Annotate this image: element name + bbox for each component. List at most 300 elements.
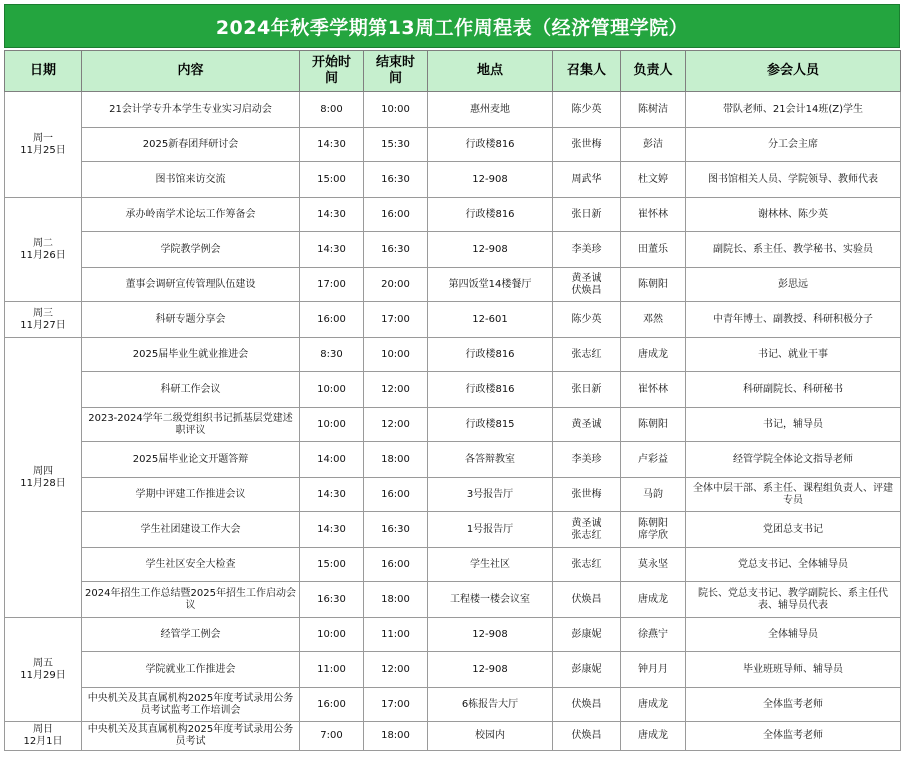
cell-owner[interactable]	[621, 478, 686, 512]
weekday-label: 周日	[33, 724, 53, 735]
cell-attendees[interactable]	[686, 618, 901, 652]
cell-content[interactable]	[82, 688, 300, 722]
cell-text: 15:00	[317, 173, 346, 185]
cell-text: 12-908	[472, 628, 508, 640]
cell-place[interactable]	[428, 198, 553, 232]
col-header-end-line2: 间	[388, 71, 402, 86]
cell-place[interactable]	[428, 232, 553, 268]
cell-owner[interactable]	[621, 92, 686, 128]
cell-end[interactable]	[364, 548, 428, 582]
cell-text: 8:00	[320, 103, 343, 115]
cell-attendees[interactable]	[686, 582, 901, 618]
cell-content[interactable]	[82, 92, 300, 128]
cell-place[interactable]	[428, 92, 553, 128]
cell-convener[interactable]	[553, 652, 621, 688]
cell-text: 伏焕昌	[571, 730, 602, 741]
cell-owner[interactable]	[621, 162, 686, 198]
cell-end[interactable]	[364, 162, 428, 198]
date-cell[interactable]	[5, 92, 82, 198]
cell-owner[interactable]	[621, 688, 686, 722]
cell-attendees[interactable]	[686, 372, 901, 408]
cell-end[interactable]	[364, 618, 428, 652]
cell-place[interactable]	[428, 582, 553, 618]
cell-end[interactable]	[364, 442, 428, 478]
cell-place[interactable]	[428, 688, 553, 722]
cell-text: 经管学院全体论文指导老师	[733, 453, 853, 465]
table-row	[5, 338, 901, 372]
cell-convener[interactable]	[553, 478, 621, 512]
cell-text: 陈树洁	[638, 103, 668, 115]
cell-start[interactable]	[300, 478, 364, 512]
cell-text: 全体辅导员	[768, 628, 818, 640]
cell-text: 伏焕昌	[571, 284, 602, 296]
cell-attendees[interactable]	[686, 128, 901, 162]
cell-text: 17:00	[381, 313, 410, 325]
cell-start[interactable]	[300, 232, 364, 268]
cell-text: 15:00	[317, 558, 346, 570]
cell-attendees[interactable]	[686, 338, 901, 372]
table-row	[5, 198, 901, 232]
cell-end[interactable]	[364, 372, 428, 408]
cell-attendees[interactable]	[686, 92, 901, 128]
cell-text: 张志红	[571, 529, 602, 541]
table-row	[5, 618, 901, 652]
cell-start[interactable]	[300, 408, 364, 442]
date-label: 11月25日	[20, 144, 66, 156]
cell-convener[interactable]	[553, 582, 621, 618]
cell-start[interactable]	[300, 512, 364, 548]
cell-content[interactable]	[82, 268, 300, 302]
cell-text: 陈少英	[571, 103, 602, 115]
cell-end[interactable]	[364, 338, 428, 372]
cell-content[interactable]	[82, 372, 300, 408]
cell-start[interactable]	[300, 302, 364, 338]
cell-text: 行政楼815	[465, 418, 515, 430]
cell-text: 唐成龙	[638, 730, 668, 741]
cell-text: 莫永坚	[638, 558, 668, 570]
cell-attendees[interactable]	[686, 408, 901, 442]
cell-convener[interactable]	[553, 512, 621, 548]
cell-place[interactable]	[428, 372, 553, 408]
cell-text: 12-908	[472, 663, 508, 675]
col-header-owner[interactable]: 负责人	[621, 51, 686, 92]
cell-content[interactable]	[82, 548, 300, 582]
cell-text: 张志红	[571, 348, 602, 360]
cell-content[interactable]	[82, 198, 300, 232]
cell-end[interactable]	[364, 652, 428, 688]
cell-text: 学期中评建工作推进会议	[135, 488, 246, 500]
col-header-convener[interactable]: 召集人	[553, 51, 621, 92]
cell-text: 14:30	[317, 138, 346, 150]
cell-text: 16:00	[317, 698, 346, 710]
cell-text: 张日新	[571, 208, 602, 220]
cell-convener[interactable]	[553, 338, 621, 372]
cell-text: 行政楼816	[465, 138, 515, 150]
table-row	[5, 548, 901, 582]
cell-text: 14:30	[317, 523, 346, 535]
date-cell[interactable]	[5, 198, 82, 302]
cell-text: 李美珍	[571, 453, 602, 465]
cell-text: 图书馆相关人员、学院领导、教师代表	[708, 173, 878, 185]
cell-text: 院长、党总支书记、教学副院长、系主任代表、辅导员代表	[698, 587, 888, 611]
date-cell[interactable]	[5, 722, 82, 751]
cell-attendees[interactable]	[686, 162, 901, 198]
cell-content[interactable]	[82, 652, 300, 688]
cell-content[interactable]	[82, 302, 300, 338]
cell-content[interactable]	[82, 442, 300, 478]
cell-end[interactable]	[364, 722, 428, 751]
cell-text: 黄圣诚	[571, 272, 602, 284]
cell-text: 2024年招生工作总结暨2025年招生工作启动会议	[85, 587, 296, 611]
cell-owner[interactable]	[621, 232, 686, 268]
cell-end[interactable]	[364, 232, 428, 268]
cell-text: 带队老师、21会计14班(Z)学生	[722, 103, 864, 115]
cell-text: 21会计学专升本学生专业实习启动会	[109, 103, 272, 115]
table-row	[5, 478, 901, 512]
cell-start[interactable]	[300, 652, 364, 688]
cell-text: 12-908	[472, 243, 508, 255]
cell-owner[interactable]	[621, 582, 686, 618]
cell-end[interactable]	[364, 92, 428, 128]
cell-text: 分工会主席	[768, 138, 818, 150]
cell-attendees[interactable]	[686, 688, 901, 722]
cell-text: 20:00	[381, 278, 410, 290]
date-label: 11月26日	[20, 249, 66, 261]
weekday-label: 周三	[33, 307, 53, 319]
cell-text: 张日新	[571, 383, 602, 395]
cell-text: 工程楼一楼会议室	[450, 593, 530, 605]
table-row	[5, 92, 901, 128]
cell-convener[interactable]	[553, 688, 621, 722]
cell-text: 副院长、系主任、教学秘书、实验员	[713, 243, 873, 255]
table-row	[5, 722, 901, 751]
cell-text: 16:30	[317, 593, 346, 605]
cell-text: 学生社团建设工作大会	[140, 523, 241, 535]
page-title	[4, 4, 900, 48]
table-row	[5, 128, 901, 162]
cell-text: 席学欣	[638, 529, 668, 541]
cell-text: 书记，辅导员	[763, 418, 823, 430]
cell-end[interactable]	[364, 478, 428, 512]
cell-text: 10:00	[381, 348, 410, 360]
cell-text: 2025届毕业论文开题答辩	[132, 453, 249, 465]
cell-text: 18:00	[381, 453, 410, 465]
cell-text: 中央机关及其直属机构2025年度考试录用公务员考试监考工作培训会	[87, 692, 294, 716]
table-row	[5, 302, 901, 338]
cell-owner[interactable]	[621, 722, 686, 751]
cell-end[interactable]	[364, 408, 428, 442]
date-cell[interactable]	[5, 338, 82, 618]
cell-end[interactable]	[364, 512, 428, 548]
cell-text: 张世梅	[571, 138, 602, 150]
cell-owner[interactable]	[621, 652, 686, 688]
cell-place[interactable]	[428, 442, 553, 478]
cell-start[interactable]	[300, 722, 364, 751]
cell-text: 彭思远	[778, 278, 808, 290]
cell-text: 马韵	[643, 488, 663, 500]
cell-text: 毕业班班导师、辅导员	[743, 663, 843, 675]
cell-convener[interactable]	[553, 232, 621, 268]
cell-start[interactable]	[300, 548, 364, 582]
cell-text: 学生社区安全大检查	[145, 558, 236, 570]
weekday-label: 周四	[33, 465, 53, 477]
cell-place[interactable]	[428, 162, 553, 198]
cell-attendees[interactable]	[686, 198, 901, 232]
cell-text: 16:30	[381, 173, 410, 185]
cell-place[interactable]	[428, 408, 553, 442]
date-label: 11月27日	[20, 319, 66, 331]
cell-text: 14:00	[317, 453, 346, 465]
cell-content[interactable]	[82, 408, 300, 442]
cell-attendees[interactable]	[686, 512, 901, 548]
cell-text: 行政楼816	[465, 208, 515, 220]
cell-text: 彭洁	[643, 138, 663, 150]
cell-text: 11:00	[381, 628, 410, 640]
cell-text: 张志红	[571, 558, 602, 570]
cell-place[interactable]	[428, 338, 553, 372]
cell-owner[interactable]	[621, 548, 686, 582]
col-header-end[interactable]	[364, 51, 428, 92]
cell-place[interactable]	[428, 478, 553, 512]
cell-text: 14:30	[317, 243, 346, 255]
cell-text: 17:00	[381, 698, 410, 710]
cell-text: 16:00	[381, 488, 410, 500]
cell-attendees[interactable]	[686, 442, 901, 478]
cell-end[interactable]	[364, 268, 428, 302]
cell-content[interactable]	[82, 128, 300, 162]
col-header-start-line1: 开始时	[311, 55, 351, 70]
cell-content[interactable]	[82, 478, 300, 512]
cell-text: 14:30	[317, 488, 346, 500]
cell-owner[interactable]	[621, 128, 686, 162]
cell-owner[interactable]	[621, 512, 686, 548]
cell-place[interactable]	[428, 548, 553, 582]
table-row	[5, 442, 901, 478]
cell-text: 10:00	[317, 628, 346, 640]
cell-start[interactable]	[300, 688, 364, 722]
cell-text: 15:30	[381, 138, 410, 150]
cell-text: 伏焕昌	[571, 593, 602, 605]
cell-convener[interactable]	[553, 162, 621, 198]
cell-content[interactable]	[82, 582, 300, 618]
cell-owner[interactable]	[621, 618, 686, 652]
cell-place[interactable]	[428, 128, 553, 162]
cell-text: 第四饭堂14楼餐厅	[448, 278, 532, 290]
cell-place[interactable]	[428, 512, 553, 548]
cell-text: 11:00	[317, 663, 346, 675]
cell-start[interactable]	[300, 582, 364, 618]
col-header-date[interactable]: 日期	[5, 51, 82, 92]
cell-text: 中青年博士、副教授、科研积极分子	[713, 313, 873, 325]
cell-text: 唐成龙	[638, 348, 668, 360]
cell-text: 钟月月	[638, 663, 668, 675]
cell-text: 卢彩益	[638, 453, 668, 465]
cell-text: 7:00	[320, 730, 343, 741]
date-label: 11月28日	[20, 477, 66, 489]
header-row	[5, 51, 901, 92]
cell-attendees[interactable]	[686, 548, 901, 582]
cell-text: 黄圣诚	[571, 418, 602, 430]
cell-content[interactable]	[82, 618, 300, 652]
cell-place[interactable]	[428, 268, 553, 302]
cell-text: 10:00	[317, 383, 346, 395]
cell-text: 彭康妮	[571, 663, 602, 675]
table-row	[5, 162, 901, 198]
cell-text: 陈朝阳	[638, 418, 668, 430]
cell-text: 2025新春团拜研讨会	[142, 138, 239, 150]
cell-convener[interactable]	[553, 198, 621, 232]
cell-end[interactable]	[364, 302, 428, 338]
weekday-label: 周二	[33, 237, 53, 249]
cell-text: 张世梅	[571, 488, 602, 500]
cell-convener[interactable]	[553, 548, 621, 582]
cell-text: 16:00	[317, 313, 346, 325]
col-header-end-line1: 结束时	[375, 55, 415, 70]
cell-text: 12-908	[472, 173, 508, 185]
cell-place[interactable]	[428, 302, 553, 338]
cell-owner[interactable]	[621, 372, 686, 408]
col-header-content[interactable]: 内容	[82, 51, 300, 92]
cell-text: 校园内	[475, 730, 505, 741]
cell-text: 唐成龙	[638, 698, 668, 710]
cell-text: 8:30	[320, 348, 343, 360]
cell-text: 科研副院长、科研秘书	[743, 383, 843, 395]
cell-text: 行政楼816	[465, 383, 515, 395]
cell-attendees[interactable]	[686, 268, 901, 302]
cell-text: 3号报告厅	[466, 488, 514, 500]
cell-text: 12:00	[381, 418, 410, 430]
cell-start[interactable]	[300, 128, 364, 162]
cell-convener[interactable]	[553, 372, 621, 408]
cell-place[interactable]	[428, 722, 553, 751]
col-header-place[interactable]: 地点	[428, 51, 553, 92]
cell-text: 各答辩教室	[465, 453, 515, 465]
cell-text: 学院教学例会	[160, 243, 221, 255]
cell-convener[interactable]	[553, 128, 621, 162]
cell-start[interactable]	[300, 338, 364, 372]
cell-owner[interactable]	[621, 338, 686, 372]
cell-text: 彭康妮	[571, 628, 602, 640]
cell-start[interactable]	[300, 372, 364, 408]
cell-text: 周武华	[571, 173, 602, 185]
date-cell[interactable]	[5, 618, 82, 722]
cell-attendees[interactable]	[686, 722, 901, 751]
cell-text: 惠州麦地	[470, 103, 510, 115]
cell-text: 14:30	[317, 208, 346, 220]
cell-convener[interactable]	[553, 408, 621, 442]
cell-text: 17:00	[317, 278, 346, 290]
cell-place[interactable]	[428, 652, 553, 688]
cell-text: 16:30	[381, 523, 410, 535]
cell-convener[interactable]	[553, 722, 621, 751]
schedule-table	[4, 50, 901, 751]
cell-text: 李美珍	[571, 243, 602, 255]
cell-text: 16:00	[381, 208, 410, 220]
cell-content[interactable]	[82, 232, 300, 268]
cell-start[interactable]	[300, 198, 364, 232]
cell-end[interactable]	[364, 688, 428, 722]
cell-end[interactable]	[364, 128, 428, 162]
cell-owner[interactable]	[621, 408, 686, 442]
cell-owner[interactable]	[621, 302, 686, 338]
cell-convener[interactable]	[553, 92, 621, 128]
cell-text: 田董乐	[638, 243, 668, 255]
cell-owner[interactable]	[621, 268, 686, 302]
cell-text: 18:00	[381, 730, 410, 741]
cell-content[interactable]	[82, 162, 300, 198]
cell-attendees[interactable]	[686, 478, 901, 512]
cell-owner[interactable]	[621, 442, 686, 478]
cell-text: 6栋报告大厅	[461, 698, 519, 710]
cell-text: 崔怀林	[638, 208, 668, 220]
cell-convener[interactable]	[553, 302, 621, 338]
cell-text: 全体监考老师	[763, 698, 823, 710]
table-row	[5, 372, 901, 408]
weekday-label: 周五	[33, 657, 53, 669]
cell-start[interactable]	[300, 162, 364, 198]
cell-content[interactable]	[82, 338, 300, 372]
cell-text: 邓然	[643, 313, 663, 325]
cell-text: 全体监考老师	[763, 730, 823, 741]
cell-text: 学生社区	[470, 558, 510, 570]
date-label: 11月29日	[20, 669, 66, 681]
cell-convener[interactable]	[553, 442, 621, 478]
cell-text: 中央机关及其直属机构2025年度考试录用公务员考试	[87, 724, 294, 747]
table-row	[5, 408, 901, 442]
cell-content[interactable]	[82, 722, 300, 751]
cell-owner[interactable]	[621, 198, 686, 232]
table-row	[5, 232, 901, 268]
cell-text: 12:00	[381, 383, 410, 395]
cell-start[interactable]	[300, 92, 364, 128]
page-title-text: 2024年秋季学期第13周工作周程表（经济管理学院）	[215, 16, 689, 39]
cell-text: 1号报告厅	[466, 523, 514, 535]
cell-text: 16:00	[381, 558, 410, 570]
cell-text: 2023-2024学年二级党组织书记抓基层党建述职评议	[88, 412, 293, 436]
cell-text: 陈朝阳	[638, 278, 668, 290]
cell-text: 谢林林、陈少英	[758, 208, 828, 220]
cell-start[interactable]	[300, 618, 364, 652]
cell-text: 图书馆来访交流	[155, 173, 226, 185]
table-row	[5, 582, 901, 618]
table-row	[5, 688, 901, 722]
cell-text: 科研工作会议	[160, 383, 221, 395]
cell-place[interactable]	[428, 618, 553, 652]
col-header-attendees[interactable]: 参会人员	[686, 51, 901, 92]
cell-text: 崔怀林	[638, 383, 668, 395]
cell-text: 党总支书记、全体辅导员	[738, 558, 848, 570]
cell-start[interactable]	[300, 442, 364, 478]
cell-text: 黄圣诚	[571, 517, 602, 529]
cell-convener[interactable]	[553, 268, 621, 302]
cell-content[interactable]	[82, 512, 300, 548]
cell-attendees[interactable]	[686, 302, 901, 338]
col-header-start[interactable]	[300, 51, 364, 92]
schedule-body	[5, 92, 901, 751]
cell-text: 徐燕宁	[638, 628, 668, 640]
cell-attendees[interactable]	[686, 232, 901, 268]
cell-end[interactable]	[364, 582, 428, 618]
date-label: 12月1日	[23, 736, 63, 747]
weekday-label: 周一	[33, 132, 53, 144]
cell-convener[interactable]	[553, 618, 621, 652]
cell-attendees[interactable]	[686, 652, 901, 688]
cell-text: 12-601	[472, 313, 508, 325]
cell-text: 学院就业工作推进会	[145, 663, 236, 675]
date-cell[interactable]	[5, 302, 82, 338]
cell-end[interactable]	[364, 198, 428, 232]
cell-start[interactable]	[300, 268, 364, 302]
